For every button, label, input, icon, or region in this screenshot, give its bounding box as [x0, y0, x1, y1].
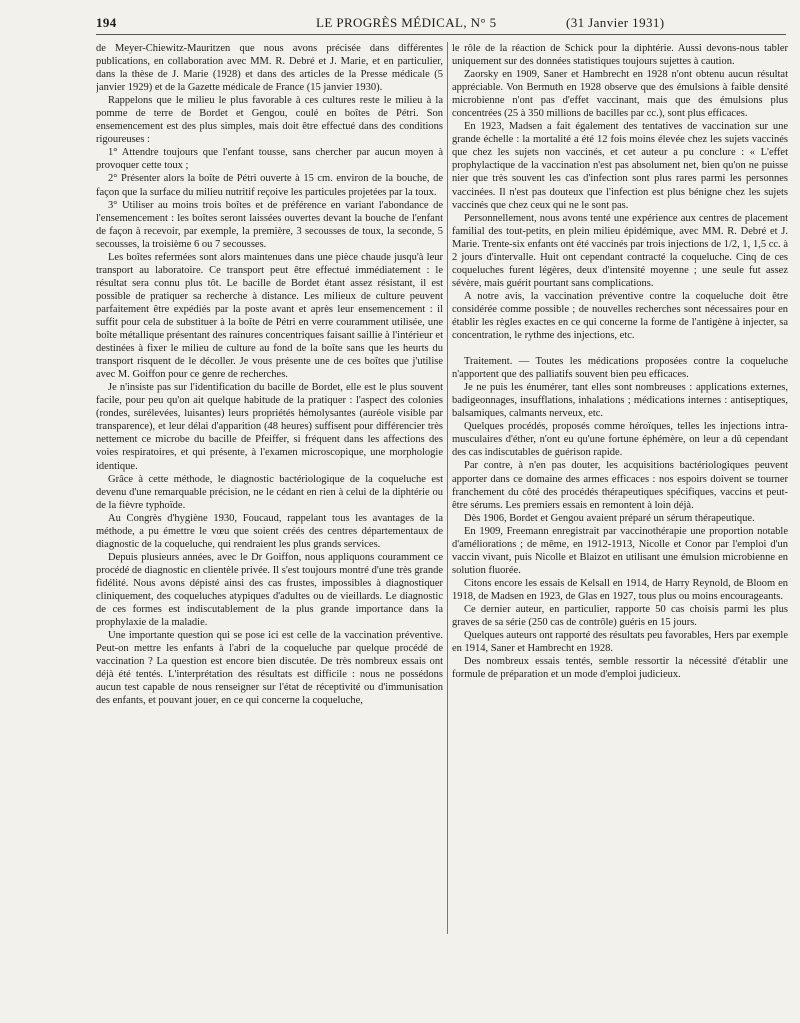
left-column	[96, 42, 443, 982]
paragraph: Dès 1906, Bordet et Gengou avaient préparé un sérum thérapeutique.	[464, 512, 755, 524]
running-header	[96, 12, 786, 34]
issue-date: (31 Janvier 1931)	[566, 15, 665, 30]
paragraph: Je ne puis les énumérer, tant elles sont nombreuses : applications externes, badigeonnages, insufflations, inhalations ; médications internes : antiseptiques, balsamiques, calmants nerveux, etc.	[452, 382, 788, 420]
paragraph: Je n'insiste pas sur l'identification du bacille de Bordet, elle est le plus souvent facile, pour peu qu'on ait quelque habitude de la pratiquer : l'aspect des colonies (rondes, surélevées, luisantes) leurs propriétés hémolysantes (auréole visible par transparence), et leur délai d'apparition (48 heures) suffisent pour différencier très nettement ce microbe du bacille de Pfeiffer, si fréquent dans les affections des voies respiratoires, et qui présente, à l'examen microscopique, une morphologie identique.	[96, 382, 443, 472]
right-column	[452, 42, 788, 982]
paragraph: Zaorsky en 1909, Saner et Hambrecht en 1928 n'ont obtenu aucun résultat appréciable. Von Bermuth en 1928 observe que des émulsions à faible densité microbienne n'ont pas d'effet vaccinant, mais que des émulsions plus concentrées (25 à 350 millions de bacilles par cc.), sont plus efficaces.	[452, 69, 788, 120]
paragraph: Par contre, à n'en pas douter, les acquisitions bactériologiques peuvent apporter dans ce domaine des armes efficaces : nos espoirs doivent se tourner franchement du côté des procédés thérapeutiques spécifiques, vaccins et peut-être sérums. Les premiers essais en remontent à loin déjà.	[452, 460, 788, 511]
paragraph: Grâce à cette méthode, le diagnostic bactériologique de la coqueluche est devenu d'une remarquable précision, ne le cédant en rien à celui de la diphtérie ou de la fièvre typhoïde.	[96, 473, 443, 511]
paragraph: Citons encore les essais de Kelsall en 1914, de Harry Reynold, de Bloom en 1918, de Madsen en 1923, de Glas en 1927, tous plus ou moins encourageants.	[452, 577, 788, 602]
paragraph: Rappelons que le milieu le plus favorable à ces cultures reste le milieu à la pomme de terre de Bordet et Gengou, coulé en boîtes de Pétri. Son ensemencement est des plus simples, mais doit être effectué dans des conditions rigoureuses :	[96, 95, 443, 146]
paragraph: Une importante question qui se pose ici est celle de la vaccination préventive. Peut-on mettre les enfants à l'abri de la coqueluche par quelque procédé de vaccination ? La question est encore bien discutée. De très nombreux essais ont déjà été tentés. L'interprétation des résultats est difficile : nous ne possédons aucun test capable de nous renseigner sur l'état de réceptivité ou d'immunisation des enfants, et pouvant jouer, en ce qui concerne la coqueluche,	[96, 630, 443, 707]
paragraph: 2° Présenter alors la boîte de Pétri ouverte à 15 cm. environ de la bouche, de façon que la surface du milieu nutritif reçoive les particules projetées par la toux.	[96, 173, 443, 198]
paragraph: Quelques procédés, proposés comme héroïques, telles les injections intra-musculaires d'éther, n'ont eu qu'une fortune éphémère, on leur a dû cependant des cas indiscutables de guérison rapide.	[452, 421, 788, 459]
paragraph: Ce dernier auteur, en particulier, rapporte 50 cas choisis parmi les plus graves de sa série (250 cas de contrôle) guéris en 15 jours.	[452, 603, 788, 629]
paragraph: Des nombreux essais tentés, semble ressortir la nécessité d'établir une formule de préparation et un mode d'emploi judicieux.	[452, 656, 788, 681]
paragraph: En 1923, Madsen a fait également des tentatives de vaccination sur une grande échelle : la mortalité a été 12 fois moins élevée chez les sujets vaccinés que chez les sujets non vaccinés, et cet auteur a pu conclure : « L'effet prophylactique de la vaccination n'est pas absolument net, bien qu'on ne puisse nier que très souvent les cas d'infection sont plus rares parmi les personnes vaccinées. Il n'est pas douteux que l'infection est plus bénigne chez les sujets vaccinés que chez ceux qui ne le sont pas.	[452, 121, 788, 211]
paragraph: A notre avis, la vaccination préventive contre la coqueluche doit être considérée comme possible ; de nouvelles recherches sont nécessaires pour en établir les règles exactes en ce qui concerne la forme de l'antigène à injecter, sa concentration, le rythme des injections, etc.	[452, 290, 788, 342]
paragraph: Quelques auteurs ont rapporté des résultats peu favorables, Hers par exemple en 1914, Saner et Hambrecht en 1928.	[452, 630, 788, 655]
journal-title: LE PROGRÈS MÉDICAL, N° 5	[316, 15, 497, 30]
paragraph: 1° Attendre toujours que l'enfant tousse, sans chercher par aucun moyen à provoquer cette toux ;	[96, 147, 443, 172]
paragraph: En 1909, Freemann enregistrait par vaccinothérapie une proportion notable d'améliorations ; de même, en 1912-1913, Nicolle et Conor par l'emploi d'un vaccin vivant, puis Nicolle et Blaizot en utilisant une émulsion microbienne en solution fluorée.	[452, 525, 788, 576]
paragraph: Au Congrès d'hygiène 1930, Foucaud, rappelant tous les avantages de la méthode, a pu émettre le vœu que soient créés des centres départementaux de diagnostic de la coqueluche, qui rendraient les plus grands services.	[96, 512, 443, 550]
column-divider	[447, 42, 448, 934]
paragraph: Les boîtes refermées sont alors maintenues dans une pièce chaude jusqu'à leur transport au laboratoire. Ce transport peut être effectué immédiatement : le résultat sera connu plus tôt. Le bacille de Bordet étant assez résistant, il est possible de pratiquer sa recherche à distance. Les milieux de culture peuvent parfaitement être expédiés par la poste avant et après leur ensemencement : il suffit pour cela de substituer à la boîte de Pétri en verre couramment utilisée, une boîte métallique présentant des rainures concentriques faisant saillie à l'intérieur et destinées à fixer le milieu de culture au fond de la boîte sans que les heurts du transport risquent de le décoller. Je vous présente une de ces boîtes que j'utilise avec M. Goiffon pour ce genre de recherches.	[96, 251, 443, 381]
paragraph: Personnellement, nous avons tenté une expérience aux centres de placement familial des tout-petits, en plein milieu épidémique, avec MM. R. Debré et J. Marie. Trente-six enfants ont été vaccinés par trois injections de 1/2, 1, 1,5 cc. à 2 jours d'intervalle. Huit ont cependant contracté la coqueluche. Cinq de ces coqueluches furent légères, deux d'intensité moyenne ; une seule fut assez sévère, mais guérit pourtant sans complications.	[452, 212, 788, 289]
header-rule	[96, 34, 786, 35]
paragraph: 3° Utiliser au moins trois boîtes et de préférence en variant l'abondance de l'ensemencement : les boîtes seront laissées ouvertes devant la bouche de l'enfant de façon à recevoir, par exemple, la première, 3 secousses de toux, la seconde, 5 secousses, la troisième 6 ou 7 secousses.	[96, 199, 443, 250]
paragraph: de Meyer-Chiewitz-Mauritzen que nous avons précisée dans différentes publications, en collaboration avec MM. R. Debré et J. Marie, et en particulier, dans la thèse de J. Marie (1928) et dans des articles de la Presse médicale (5 janvier 1929) et de la Gazette médicale de France (15 janvier 1930).	[96, 43, 443, 94]
paragraph: Depuis plusieurs années, avec le Dr Goiffon, nous appliquons couramment ce procédé de diagnostic en clientèle privée. Il s'est toujours montré d'une très grande fidélité. Nous avons dépisté ainsi des cas frustes, impossibles à diagnostiquer cliniquement, des coqueluches atypiques d'adultes ou de vieillards. Le diagnostic de ces formes est indiscutablement de la plus grande importance dans la prophylaxie de la maladie.	[96, 551, 443, 629]
paragraph: le rôle de la réaction de Schick pour la diphtérie. Aussi devons-nous tabler uniquement sur des données statistiques toujours sujettes à caution.	[452, 43, 788, 68]
page-number: 194	[96, 15, 117, 30]
section-paragraph-treatment: Traitement. — Toutes les médications proposées contre la coqueluche n'apportent que des palliatifs souvent bien peu efficaces.	[452, 356, 788, 381]
